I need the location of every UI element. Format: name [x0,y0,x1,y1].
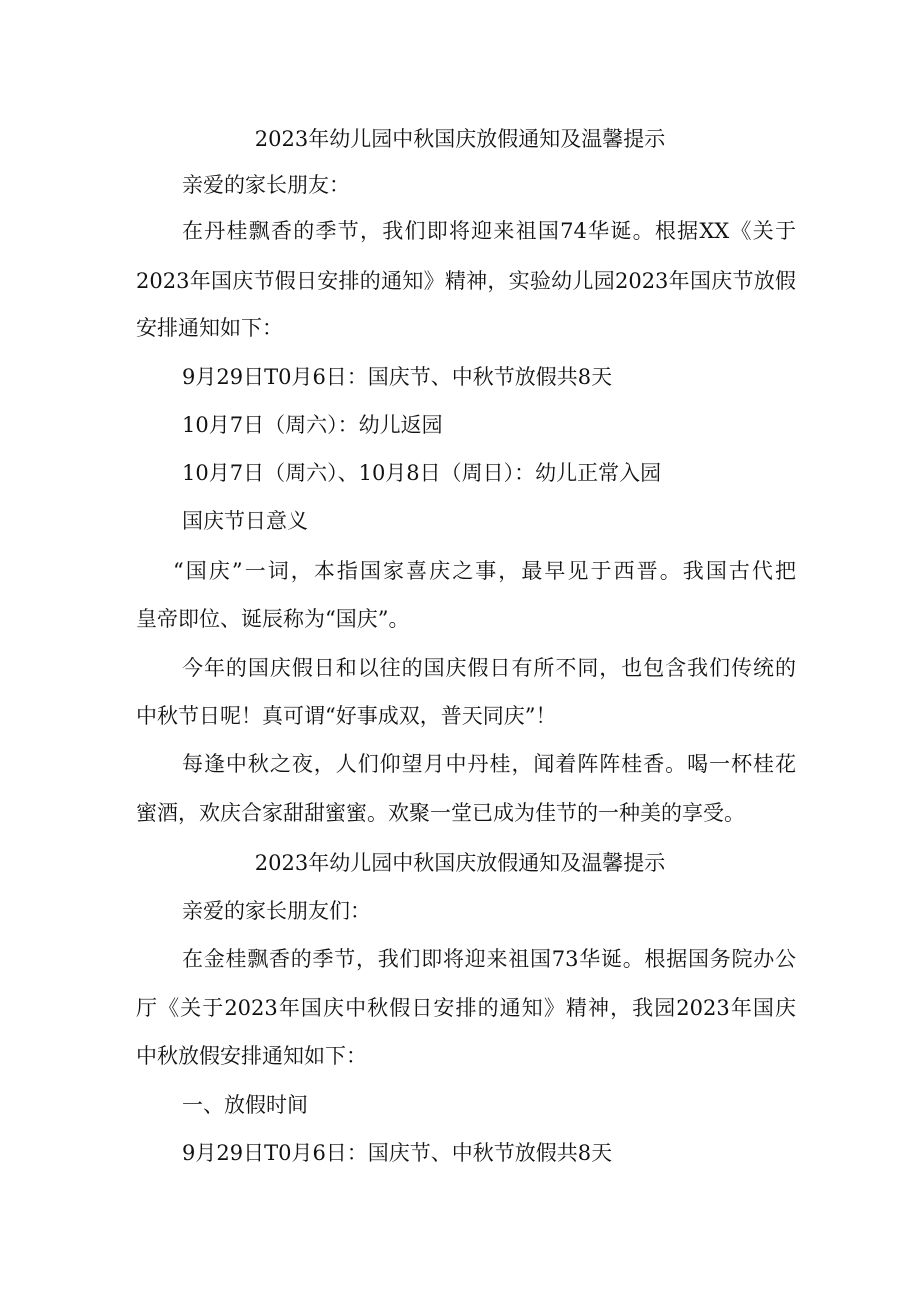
schedule-line-3: 10月7日（周六）、10月8日（周日）：幼儿正常入园 [182,461,662,485]
intro-line-3: 安排通知如下： [136,316,283,340]
schedule-line-2: 10月7日（周六）：幼儿返园 [182,413,443,437]
greeting-2: 亲爱的家长朋友们： [182,899,371,923]
subheading-holiday-time: 一、放假时间 [182,1093,308,1117]
holiday-line-1: 今年的国庆假日和以往的国庆假日有所不同，也包含我们传统的 [182,656,796,680]
intro2-line-3: 中秋放假安排通知如下： [136,1044,367,1068]
notice-title-1: 2023年幼儿园中秋国庆放假通知及温馨提示 [254,127,666,151]
greeting-1: 亲爱的家长朋友： [182,173,350,197]
meaning-heading: 国庆节日意义 [182,509,308,533]
holiday-line-2: 中秋节日呢！真可谓“好事成双，普天同庆”！ [136,704,557,728]
midautumn-line-2: 蜜酒，欢庆合家甜甜蜜蜜。欢聚一堂已成为佳节的一种美的享受。 [136,801,745,825]
intro-line-1: 在丹桂飘香的季节，我们即将迎来祖国74华诞。根据XX《关于 [182,219,796,243]
schedule-line-1: 9月29日T0月6日：国庆节、中秋节放假共8天 [182,365,613,389]
intro-line-2: 2023年国庆节假日安排的通知》精神，实验幼儿园2023年国庆节放假 [136,269,796,293]
schedule2-line-1: 9月29日T0月6日：国庆节、中秋节放假共8天 [182,1141,613,1165]
midautumn-line-1: 每逢中秋之夜，人们仰望月中丹桂，闻着阵阵桂香。喝一杯桂花 [182,752,796,776]
intro2-line-2: 厅《关于2023年国庆中秋假日安排的通知》精神，我园2023年国庆 [136,996,796,1020]
meaning-line-2: 皇帝即位、诞辰称为“国庆”。 [136,607,410,631]
notice-title-2: 2023年幼儿园中秋国庆放假通知及温馨提示 [254,851,666,875]
meaning-line-1: “国庆”一词，本指国家喜庆之事，最早见于西晋。我国古代把 [173,559,796,583]
intro2-line-1: 在金桂飘香的季节，我们即将迎来祖国73华诞。根据国务院办公 [182,947,796,971]
